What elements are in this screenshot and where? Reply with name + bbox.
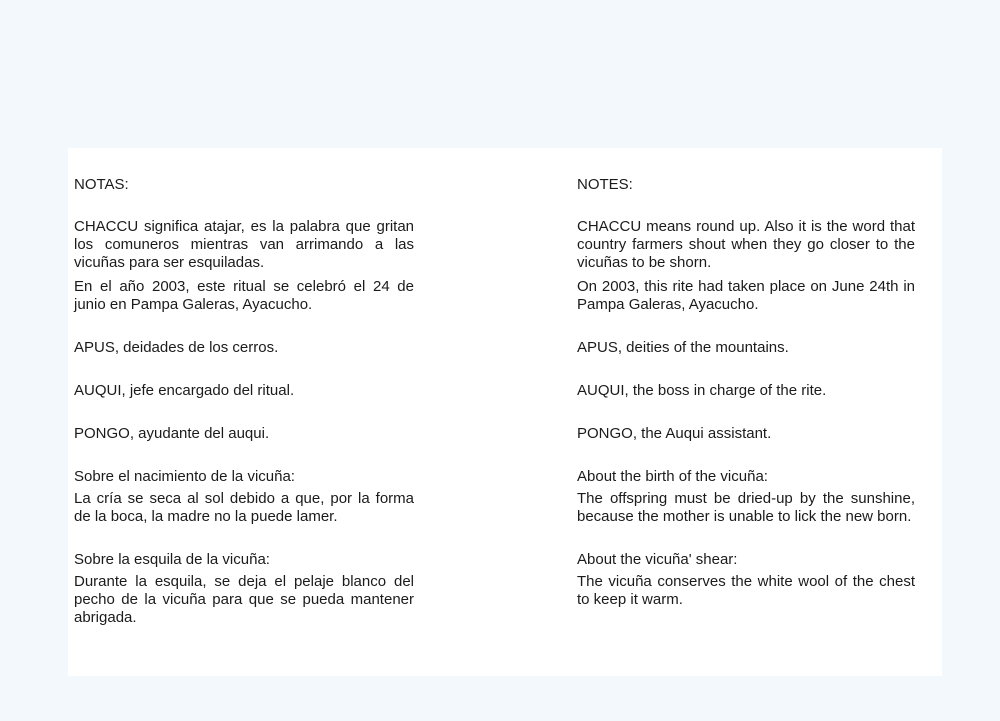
shear-note-text: Durante la esquila, se deja el pelaje blanco del pecho de la vicuña para que se pueda mantener abrigada. [74,573,414,626]
english-notes-column [577,176,915,609]
apus-definition: APUS, deidades de los cerros. [74,339,279,356]
auqui-definition: AUQUI, the boss in charge of the rite. [577,382,827,399]
chaccu-definition: CHACCU means round up. Also it is the word that country farmers shout when they go closer to the vicuñas to be shorn. [577,218,915,271]
notes-heading: NOTES: [577,176,633,193]
birth-note-title: Sobre el nacimiento de la vicuña: [74,468,295,485]
birth-note-text: La cría se seca al sol debido a que, por la forma de la boca, la madre no la puede lamer. [74,490,414,525]
shear-note-title: About the vicuña' shear: [577,551,738,568]
shear-note-text: The vicuña conserves the white wool of the chest to keep it warm. [577,573,915,608]
shear-note-title: Sobre la esquila de la vicuña: [74,551,270,568]
chaccu-definition: CHACCU significa atajar, es la palabra que gritan los comuneros mientras van arrimando a las vicuñas para ser esquiladas. [74,218,414,271]
pongo-definition: PONGO, the Auqui assistant. [577,425,772,442]
notes-heading: NOTAS: [74,176,129,193]
birth-note-text: The offspring must be dried-up by the sunshine, because the mother is unable to lick the new born. [577,490,915,525]
spanish-notes-column [74,176,414,627]
birth-note-title: About the birth of the vicuña: [577,468,768,485]
auqui-definition: AUQUI, jefe encargado del ritual. [74,382,295,399]
apus-definition: APUS, deities of the mountains. [577,339,789,356]
chaccu-date-note: En el año 2003, este ritual se celebró el 24 de junio en Pampa Galeras, Ayacucho. [74,278,414,313]
pongo-definition: PONGO, ayudante del auqui. [74,425,270,442]
chaccu-date-note: On 2003, this rite had taken place on June 24th in Pampa Galeras, Ayacucho. [577,278,915,313]
